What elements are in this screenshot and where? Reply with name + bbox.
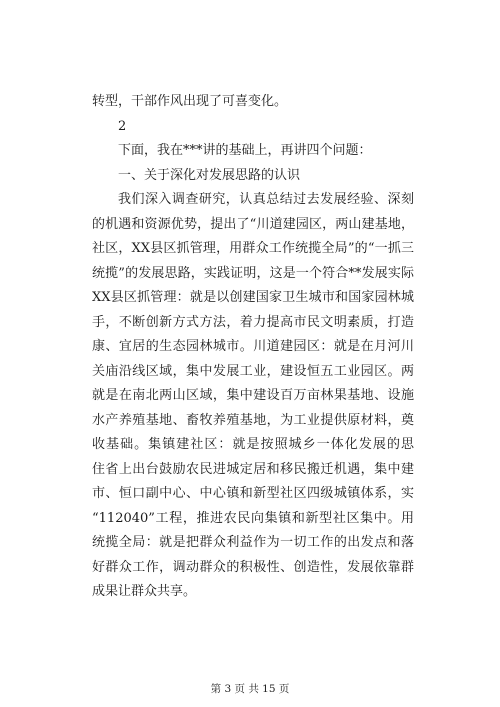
paragraph-line: 收基础。集镇建社区：就是按照城乡一体化发展的思 — [92, 437, 414, 452]
paragraph-line: 统揽全局：就是把群众利益作为一切工作的出发点和落 — [92, 535, 414, 550]
paragraph-line: 我们深入调查研究，认真总结过去发展经验、深刻 — [118, 192, 414, 207]
paragraph-line: 手，不断创新方式方法，着力提高市民文明素质，打造 — [92, 314, 414, 330]
paragraph-line: 市、恒口副中心、中心镇和新型社区四级城镇体系，实 — [92, 486, 414, 501]
paragraph-line: 统揽”的发展思路，实践证明，这是一个符合**发展实际 — [92, 265, 414, 281]
paragraph-line: 社区，XX县区抓管理，用群众工作统揽全局”的“一抓三 — [92, 241, 414, 256]
intro-line: 下面，我在***讲的基础上，再讲四个问题： — [118, 143, 372, 158]
paragraph-line: “112040”工程，推进农民向集镇和新型社区集中。用 — [92, 510, 414, 526]
document-body — [92, 90, 414, 605]
paragraph-line: 成果让群众共享。 — [92, 584, 197, 599]
page-footer: 第 3 页 共 15 页 — [210, 683, 290, 695]
paragraph-line: 住省上出台鼓励农民进城定居和移民搬迁机遇，集中建 — [92, 461, 414, 477]
paragraph-line: 就是在南北两山区域，集中建设百万亩林果基地、设施 — [92, 388, 414, 403]
text-line: 转型，干部作风出现了可喜变化。 — [92, 94, 288, 109]
paragraph-line: 好群众工作，调动群众的积极性、创造性，发展依靠群 — [92, 559, 414, 575]
paragraph-line: 水产养殖基地、畜牧养殖基地，为工业提供原材料，奠 — [92, 412, 414, 428]
section-heading: 一、关于深化对发展思路的认识 — [118, 167, 301, 183]
paragraph-line: 康、宜居的生态园林城市。川道建园区：就是在月河川 — [92, 339, 414, 354]
paragraph-line: 关庙沿线区域，集中发展工业，建设恒五工业园区。两 — [92, 363, 414, 379]
page-number-marker: 2 — [118, 118, 127, 134]
paragraph-line: 的机遇和资源优势，提出了“川道建园区，两山建基地， — [92, 216, 414, 232]
paragraph-line: XX县区抓管理：就是以创建国家卫生城市和国家园林城 — [92, 290, 414, 305]
